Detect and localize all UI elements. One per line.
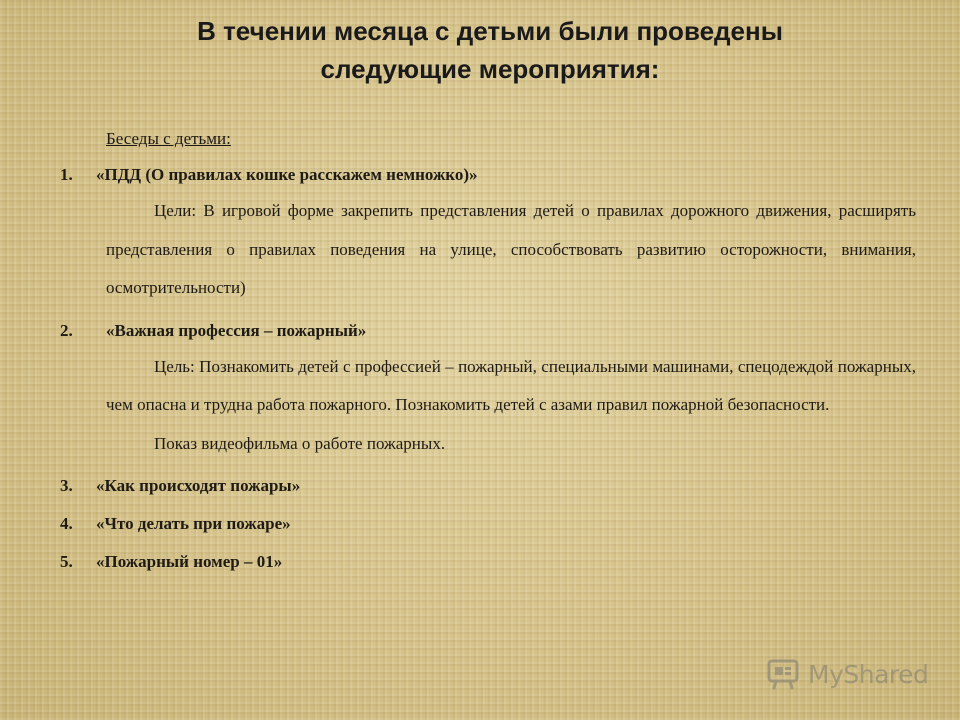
watermark: [766, 654, 936, 694]
item-number: 2.: [60, 320, 73, 340]
intro-heading: [60, 124, 916, 158]
item-number: 1.: [60, 165, 73, 184]
slide-title: [80, 12, 900, 88]
item-title: «Как происходят пожары»: [96, 475, 301, 495]
item-title: «Важная профессия – пожарный»: [106, 320, 367, 340]
list-item-3: [60, 469, 916, 503]
title-line-2: следующие мероприятия:: [320, 54, 660, 84]
item-title: «Пожарный номер – 01»: [96, 551, 283, 571]
item-number: 3.: [60, 475, 73, 495]
item-description: [60, 192, 916, 308]
item-description-text: Цели: В игровой форме закрепить представления детей о правилах дорожного движения, расширять представления о правилах поведения на улице, способствовать развитию осторожности, внимания, осмотрительности): [106, 201, 916, 297]
mysharing-logo-icon: [766, 657, 802, 691]
list-item-1: [60, 158, 916, 192]
item-number: 4.: [60, 513, 73, 533]
list-item-5: [60, 545, 916, 579]
list-item-4: [60, 507, 916, 541]
item-number: 5.: [60, 551, 73, 571]
watermark-text: MyShared: [808, 659, 929, 689]
item-description: [60, 348, 916, 425]
title-line-1: В течении месяца с детьми были проведены: [197, 16, 783, 46]
item-title: «ПДД (О правилах кошке расскажем немножко)»: [96, 165, 478, 184]
slide-content: [60, 124, 916, 579]
list-item-2: [60, 314, 916, 348]
item-title: «Что делать при пожаре»: [96, 513, 291, 533]
item-description-text: Цель: Познакомить детей с профессией – пожарный, специальными машинами, спецодеждой пожарных, чем опасна и трудна работа пожарного. Познакомить детей с азами правил пожарной безопасности.: [106, 356, 916, 414]
item-extra-note: Показ видеофильма о работе пожарных.: [154, 433, 446, 453]
intro-text: Беседы с детьми:: [106, 129, 231, 148]
